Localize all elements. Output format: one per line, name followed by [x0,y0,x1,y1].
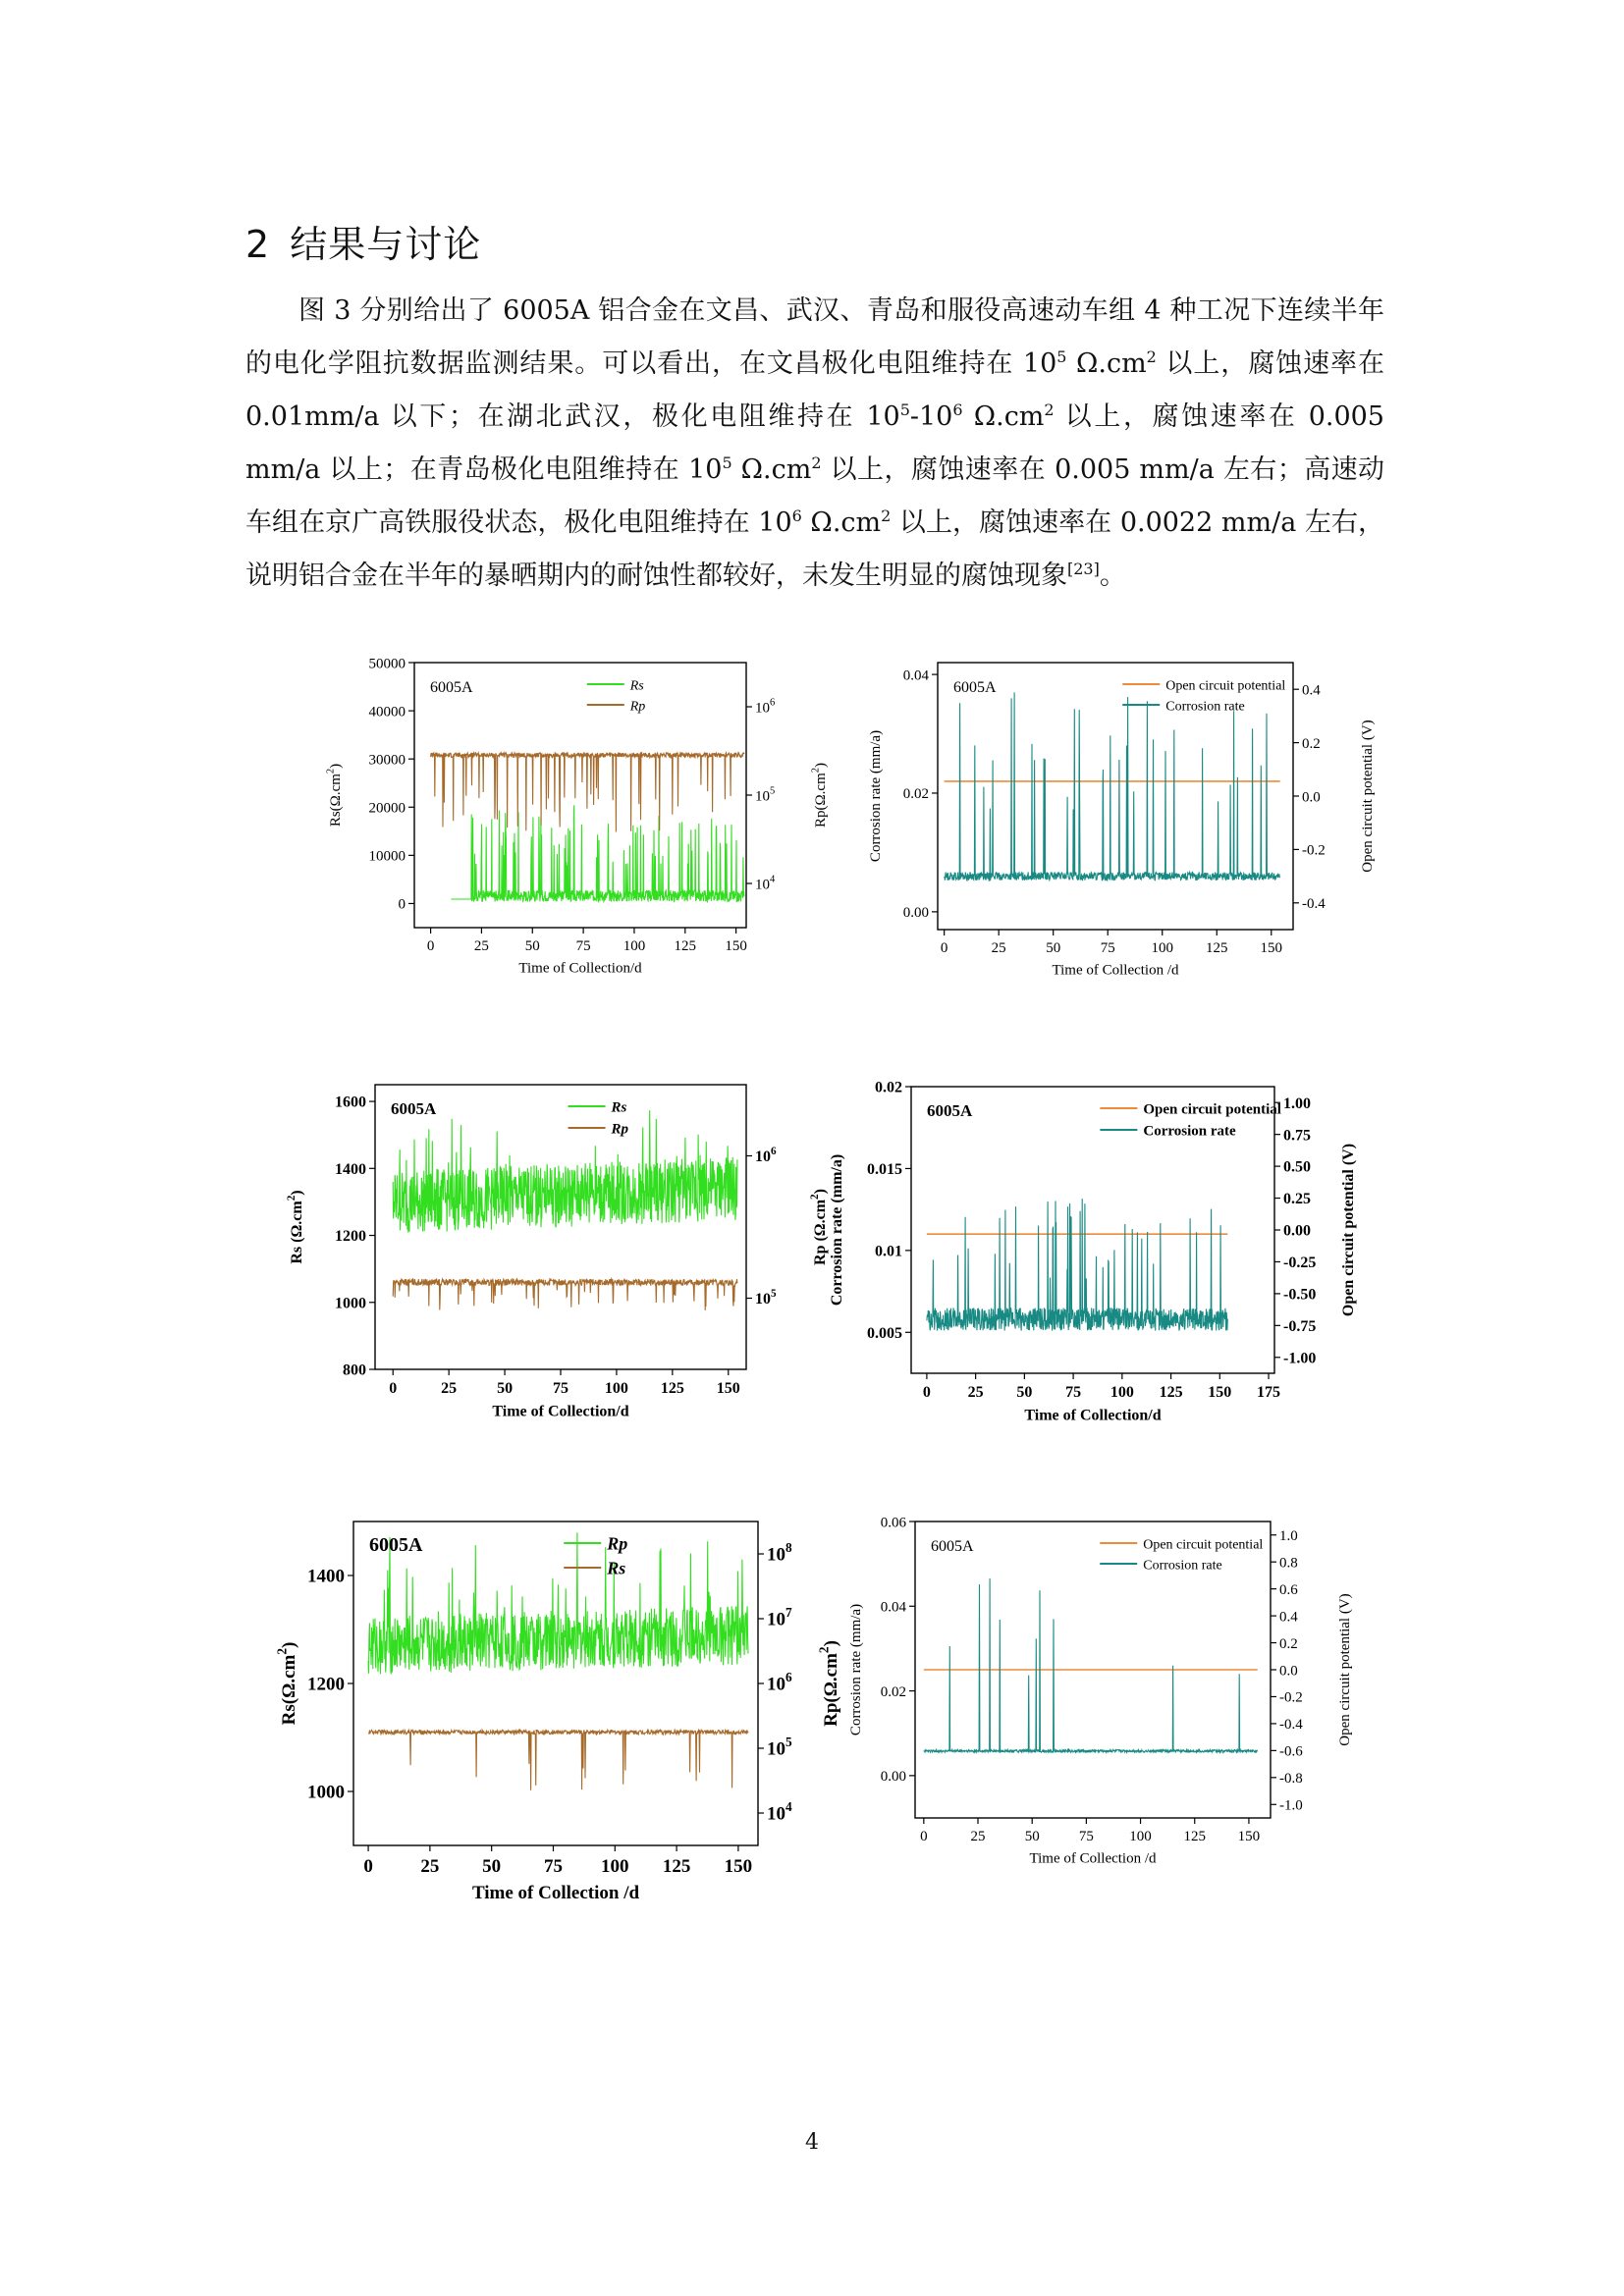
x-tick-label: 125 [1159,1384,1183,1401]
panel-label: 6005A [369,1534,423,1556]
panel-label: 6005A [931,1538,974,1555]
series-line-rp [431,753,744,832]
plot-area [393,1110,737,1310]
series-line-corrosion-rate [924,1578,1258,1752]
x-tick-label: 100 [1110,1384,1134,1401]
x-tick-label: 25 [473,938,489,954]
y-tick-label: 1200 [335,1228,366,1246]
x-tick-label: 125 [674,938,697,954]
section-number: 2 [245,223,271,266]
y2-axis-label: Open circuit potential (V) [1340,1143,1357,1317]
figure-panel-c [285,1075,835,1443]
y-tick-label: 0.04 [880,1599,906,1616]
plot-area [945,692,1280,880]
y2-tick-label: -0.6 [1279,1743,1303,1760]
plot-area [927,1199,1227,1331]
y-tick-label: 0.00 [880,1769,906,1786]
x-tick-label: 75 [543,1856,563,1877]
y-tick-label: 0.005 [867,1324,902,1342]
y-tick-label: 0.02 [902,786,929,803]
y-tick-label: 1400 [335,1160,366,1178]
x-tick-label: 25 [441,1380,458,1397]
x-tick-label: 150 [1208,1384,1232,1401]
y2-tick-label: -0.8 [1279,1771,1303,1788]
page-number: 4 [805,2130,819,2155]
x-tick-label: 50 [482,1856,502,1877]
plot-frame [353,1522,758,1845]
x-tick-label: 0 [922,1384,931,1401]
plot-frame [375,1085,746,1369]
y-axis-label: Corrosion rate (mm/a) [868,729,884,863]
panel-label: 6005A [391,1099,437,1118]
x-axis-label: Time of Collection /d [471,1882,640,1903]
y-tick-label: 0.02 [875,1079,902,1096]
x-tick-label: 75 [575,938,591,954]
x-tick-label: 150 [1237,1829,1261,1844]
y2-tick-label: 0.00 [1283,1222,1311,1240]
x-axis-label: Time of Collection/d [492,1403,629,1420]
y2-tick-label: -0.2 [1302,842,1326,859]
y2-tick-label: -1.00 [1283,1350,1317,1367]
legend-entry: Corrosion rate [1143,1558,1222,1574]
y-tick-label: 0.01 [875,1243,902,1260]
x-tick-label: 75 [1100,940,1115,956]
panel-label: 6005A [430,679,473,696]
x-tick-label: 125 [1206,940,1228,956]
plot-area [368,1532,748,1790]
x-tick-label: 150 [725,938,747,954]
y2-tick-label: $10^6$ [767,1670,792,1695]
series-line-corrosion-rate [945,692,1280,880]
plot-frame [414,663,746,928]
y-tick-label: 1000 [335,1295,366,1312]
y2-axis-label: Open circuit potential (V) [1337,1593,1353,1746]
x-axis-label: Time of Collection /d [1029,1850,1157,1867]
x-tick-label: 25 [967,1384,984,1401]
y2-tick-label: 1.00 [1283,1095,1311,1112]
x-tick-label: 25 [970,1829,986,1844]
legend-entry: Corrosion rate [1143,1123,1236,1140]
y2-tick-label: 0.0 [1302,789,1321,806]
y2-tick-label: $10^4$ [767,1799,792,1825]
x-tick-label: 100 [1129,1829,1152,1844]
legend-entry: Rp [611,1121,629,1138]
x-tick-label: 0 [389,1380,398,1397]
x-tick-label: 125 [660,1380,684,1397]
legend-entry: Open circuit potential [1165,678,1286,694]
x-tick-label: 25 [420,1856,440,1877]
legend-entry: Rp [607,1533,628,1554]
x-axis-label: Time of Collection/d [518,960,642,977]
y-axis-label: Corrosion rate (mm/a) [848,1603,864,1736]
x-tick-label: 100 [623,938,646,954]
x-tick-label: 50 [524,938,540,954]
x-tick-label: 125 [662,1856,691,1877]
y-tick-label: 0.00 [902,905,929,922]
section-heading [245,214,481,268]
plot-area [431,753,744,902]
x-tick-label: 75 [553,1380,568,1397]
y2-tick-label: 0.6 [1279,1581,1298,1598]
y2-tick-label: -0.50 [1283,1286,1317,1304]
y2-tick-label: -0.25 [1283,1255,1317,1272]
y-tick-label: 10000 [368,848,406,865]
y2-tick-label: 0.4 [1279,1609,1298,1626]
y2-tick-label: -0.4 [1279,1717,1303,1734]
figure-panel-a [324,653,854,1021]
series-line-rs [451,805,744,901]
x-tick-label: 0 [920,1829,928,1844]
legend-entry: Open circuit potential [1143,1101,1281,1118]
x-tick-label: 100 [1151,940,1173,956]
legend-entry: Rs [607,1558,626,1578]
x-tick-label: 150 [1260,940,1283,956]
y-tick-label: 1400 [307,1566,345,1587]
y2-tick-label: -1.0 [1279,1797,1303,1814]
x-tick-label: 50 [1016,1384,1033,1401]
x-tick-label: 150 [724,1856,753,1877]
y-axis-label: Corrosion rate (mm/a) [829,1153,845,1307]
x-tick-label: 50 [497,1380,514,1397]
y-tick-label: 50000 [368,656,406,672]
plot-area [924,1578,1258,1752]
y-tick-label: 0.04 [902,667,929,684]
y-tick-label: 20000 [368,800,406,817]
y2-axis-label: $Rp(\Omega.cm^2)$ [816,1640,841,1727]
series-line-corrosion-rate [927,1199,1227,1331]
x-tick-label: 75 [1078,1829,1094,1844]
figure-panel-e [274,1512,841,1903]
panel-label: 6005A [953,679,997,696]
y2-tick-label: 0.0 [1279,1663,1298,1680]
y-tick-label: 30000 [368,752,406,769]
figure-panel-b [864,653,1375,1021]
figure-panel-f [844,1512,1375,1895]
body-paragraph: 图 3 分别给出了 6005A 铝合金在文昌、武汉、青岛和服役高速动车组 4 种工况下连续半年的电化学阻抗数据监测结果。可以看出，在文昌极化电阻维持在 $10^5$ $\Omega.cm^2$ 以上，腐蚀速率在 0.01mm/a 以下；在湖北武汉，极化电阻维持在 $10^5-10^6$ $\Omega.cm^2$ 以上，腐蚀速率在 0.005 mm/a 以上；在青岛极化电阻维持在 $10^5$ $\Omega.cm^2$ 以上，腐蚀速率在 0.005 mm/a 左右；高速动车组在京广高铁服役状态，极化电阻维持在 $10^6$ $\Omega.cm^2$ 以上，腐蚀速率在 0.0022 mm/a 左右，说明铝合金在半年的暴晒期内的耐蚀性都较好，未发生明显的腐蚀现象[23]。 [245,295,1384,591]
legend-entry: Rs [611,1099,627,1116]
y-tick-label: 40000 [368,704,406,721]
x-tick-label: 50 [1024,1829,1040,1844]
x-tick-label: 25 [991,940,1006,956]
figure-panel-d [825,1075,1375,1443]
y2-tick-label: 0.4 [1302,682,1321,699]
y2-tick-label: -0.4 [1302,896,1326,913]
y2-tick-label: 0.50 [1283,1158,1311,1176]
y-axis-label: $Rs(\Omega.cm^2)$ [325,763,344,828]
x-axis-label: Time of Collection/d [1024,1407,1162,1424]
y-tick-label: 800 [343,1362,366,1379]
y-tick-label: 0.02 [880,1683,906,1700]
y-tick-label: 1000 [307,1782,345,1803]
y2-tick-label: 1.0 [1279,1527,1298,1544]
section-title: 结果与讨论 [290,223,482,266]
x-tick-label: 125 [1183,1829,1206,1844]
legend-entry: Corrosion rate [1165,699,1245,715]
y2-tick-label: 0.2 [1279,1635,1298,1652]
y2-tick-label: 0.75 [1283,1127,1311,1145]
y2-tick-label: $10^4$ [755,874,776,893]
x-tick-label: 50 [1046,940,1061,956]
x-tick-label: 175 [1257,1384,1281,1401]
x-tick-label: 75 [1065,1384,1082,1401]
x-tick-label: 0 [426,938,435,954]
y2-tick-label: $10^6$ [755,697,776,717]
y2-tick-label: 0.8 [1279,1555,1298,1572]
y2-tick-label: 0.25 [1283,1191,1311,1208]
series-line-rs [393,1110,737,1233]
y2-tick-label: $10^7$ [767,1605,792,1630]
y2-tick-label: $10^5$ [755,1287,777,1308]
y-tick-label: 1200 [307,1674,345,1695]
y-axis-label: Rs $(\Omega.cm^2)$ [285,1190,305,1264]
panel-label: 6005A [927,1101,973,1120]
y-tick-label: 1600 [335,1094,366,1111]
y-tick-label: 0.06 [880,1515,906,1531]
y-axis-label: $Rs(\Omega.cm^2)$ [274,1641,299,1726]
y2-tick-label: -0.75 [1283,1317,1317,1335]
x-tick-label: 0 [940,940,948,956]
y2-tick-label: $10^5$ [767,1735,792,1760]
x-axis-label: Time of Collection /d [1052,962,1179,979]
y2-axis-label: Rp $(\Omega.cm^2)$ [808,1189,829,1265]
legend-entry: Open circuit potential [1143,1537,1264,1553]
series-line-rp [393,1279,737,1310]
y2-tick-label: 0.2 [1302,735,1321,752]
y2-axis-label: $Rp(\Omega.cm^2)$ [810,763,829,828]
y2-tick-label: $10^5$ [755,785,776,805]
series-line-rs [368,1730,748,1790]
x-tick-label: 100 [601,1856,629,1877]
x-tick-label: 100 [604,1380,628,1397]
legend-entry: Rp [629,699,646,715]
x-tick-label: 0 [363,1856,373,1877]
y-tick-label: 0.015 [867,1161,902,1179]
x-tick-label: 150 [716,1380,740,1397]
series-line-rp [368,1532,748,1674]
y2-tick-label: $10^6$ [755,1145,777,1166]
legend-entry: Rs [629,678,644,694]
y2-axis-label: Open circuit potential (V) [1360,720,1376,873]
y2-tick-label: $10^8$ [767,1540,792,1566]
y-tick-label: 0 [398,896,406,913]
y2-tick-label: -0.2 [1279,1689,1303,1706]
